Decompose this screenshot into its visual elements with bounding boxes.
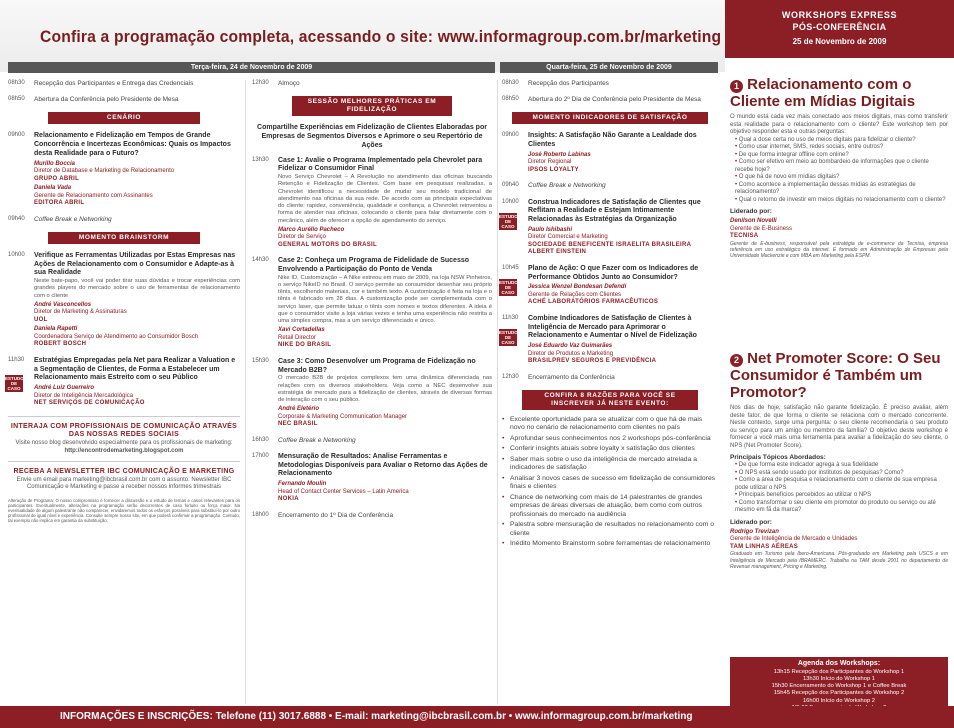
session-title: Abertura da Conferência pelo Presidente de Mesa	[34, 96, 179, 104]
session-title: Abertura do 2º Dia de Conferência pelo Presidente de Mesa	[528, 96, 701, 104]
list-item: • Como ser efetivo em meio ao bombardeio de informações que o cliente recebe hoje?	[735, 159, 948, 174]
list-item: 15h30 Encerramento do Workshop 1 e Coffee Break	[771, 683, 907, 690]
workshop-number-badge: 2	[730, 354, 743, 367]
session-title: Almoço	[278, 80, 300, 87]
session-title: Encerramento do 1º Dia de Conferência	[278, 511, 394, 519]
list-item: • Conferir insights atuais sobre loyalty x satisfação dos clientes	[502, 445, 718, 453]
list-item: • Principais benefícios percebidos ao utilizar o NPS	[735, 492, 948, 500]
workshop-2	[730, 350, 948, 570]
session-title: Coffee Break e Networking	[278, 436, 356, 444]
section-bar: MOMENTO INDICADORES DE SATISFAÇÃO	[512, 112, 708, 124]
agenda-row	[499, 264, 718, 307]
session-title: Plano de Ação: O que Fazer com os Indicadores de Performance Obtidos Junto ao Consumidor?	[528, 264, 699, 281]
list-item: • Palestra sobre mensuração de resultados no relacionamento com o cliente	[502, 521, 718, 538]
box-title: RECEBA A NEWSLETTER IBC COMUNICAÇÃO E MARKETING	[13, 468, 235, 476]
speaker-company: BRASILPREV SEGUROS E PREVIDÊNCIA	[528, 358, 657, 364]
speaker-name: Murillo Boccia	[34, 160, 76, 167]
day1-column-1	[5, 80, 240, 524]
speaker-role: Diretor de Serviço	[278, 234, 327, 241]
speaker-name: Daniela Rapetti	[34, 326, 78, 333]
workshop-description: Nos dias de hoje, satisfação não garante fidelização. É preciso avaliar, além deste fator, de que forma o cliente se relaciona com o mercado concorrente. Neste contexto, surge uma pergunta: o seu cliente recomendaria o seu produto ou serviço para um amigo ou membro da família? O objetivo deste workshop é fornecer a você mais uma ferramenta para avaliar a fidelização do seu cliente, o NPS (Net Promoter Score).	[730, 405, 948, 449]
speaker-name: Paulo Ishibashi	[528, 226, 573, 233]
time: 18h00	[252, 511, 269, 518]
agenda-row	[502, 132, 718, 174]
workshop-2-title	[730, 350, 948, 401]
speaker-role: Coordenadora Serviço de Atendimento ao Consumidor Bosch	[34, 333, 199, 340]
case-study-badge: ESTUDO DE CASO	[499, 279, 518, 295]
time: 12h30	[252, 80, 269, 86]
agenda-row	[252, 437, 492, 445]
workshop-title-text: Net Promoter Score: O Seu Consumidor é Também um Promotor?	[730, 350, 941, 401]
day2-column	[499, 80, 718, 551]
workshops-header	[725, 0, 954, 58]
leader-name: Rodrigo Trevizan	[730, 528, 779, 535]
workshops-label: WORKSHOPS EXPRESS	[781, 10, 898, 20]
speaker-company: NIKE DO BRASIL	[278, 342, 332, 349]
session-title: Case 1: Avalie o Programa Implementado pela Chevrolet para Fidelizar o Consumidor Final	[278, 156, 483, 173]
speaker-name: José Eduardo Vaz Guimarães	[528, 343, 613, 349]
workshop-description: O mundo está cada vez mais conectado aos meios digitais, mas como transferir esta realidade para o relacionamento com o cliente? Este workshop tem por objetivo responder esta e outras perguntas:	[730, 114, 948, 135]
topics-label: Principais Tópicos Abordados:	[730, 454, 826, 461]
speaker-company: NOKIA	[278, 496, 299, 503]
time: 12h30	[502, 373, 519, 380]
time: 09h40	[502, 182, 519, 189]
session-description: Neste bate-papo, você vai poder tirar suas dúvidas e trocar experiências com grandes players do mercado sobre o uso de ferramentas de relacionamento com o cliente	[34, 278, 240, 299]
speaker-company: GRUPO ABRIL	[34, 175, 80, 182]
section-bar: MOMENTO BRAINSTORM	[48, 232, 200, 244]
day1-bar: Terça-feira, 24 de Novembro de 2009	[8, 62, 495, 73]
day2-bar: Quarta-feira, 25 de Novembro de 2009	[500, 62, 718, 73]
agenda-row	[502, 182, 718, 190]
session-title: Coffee Break e Networking	[34, 215, 112, 223]
time: 11h30	[502, 314, 519, 321]
disclaimer: Alteração de Programa: O nosso compromisso é fornecer a discussão e o estudo de temas e casos relevantes para os participantes. Eventualmente, alterações na programação serão decorrentes de caso fortuito ou força maior. Na eventualidade de algum palestrante não comparecer, envidaremos todos os esforços possíveis para substituí-lo por outro profissional de igual nível e experiência. Consulte sempre nosso site, em que poderá confirmar a programação. Contudo, tal exemplo não implica em garantia da substituição.	[8, 497, 240, 524]
session-title: Verifique as Ferramentas Utilizadas por Estas Empresas nas Ações de Relacionamento com o Consumidor e Adapte-as à sua Realidade	[34, 251, 236, 277]
session-title: Insights: A Satisfação Não Garante a Lealdade dos Clientes	[528, 132, 697, 149]
workshop-1	[730, 76, 948, 259]
speaker-name: Fernando Moulin	[278, 481, 327, 488]
list-item: • Analisar 3 novos cases de sucesso em fidelização de consumidores finais e clientes	[502, 475, 718, 492]
box-text: Visite nosso blog desenvolvido especialmente para os profissionais de marketing:	[15, 440, 233, 447]
agenda-row	[499, 198, 718, 257]
speaker-company: GENERAL MOTORS DO BRASIL	[278, 241, 377, 248]
speaker-role: Gerente de Relacionamento com Assinantes	[34, 192, 153, 199]
list-item: • Chance de networking com mais de 14 palestrantes de grandes empresas de áreas diversas de atuação, bem como com outros profissionais do mercado na audiência	[502, 494, 718, 519]
agenda-title: Agenda dos Workshops:	[797, 660, 881, 667]
session-title: Mensuração de Resultados: Analise Ferramentas e Metodologias Disponíveis para Avaliar o Retorno das Ações de Relacionamento	[278, 452, 488, 478]
session-title: Encerramento da Conferência	[528, 373, 615, 381]
section-bar: CENÁRIO	[48, 112, 200, 124]
speaker-role: Diretor de Produtos e Marketing	[528, 350, 614, 357]
list-item: • Qual o retorno de investir em meios digitais no relacionamento com o cliente?	[735, 197, 948, 205]
session-title: Recepção dos Participantes e Entrega das Credenciais	[34, 80, 194, 87]
list-item: • Inédito Momento Brainstorm sobre ferramentas de relacionamento	[502, 540, 718, 548]
session-description: Nike ID, Customização – A Nike estreou em maio de 2009, na loja NSW Pinheiros, o serviço NikeID no Brasil. O serviço permite ao consumidor desenhar seu próprio tênis, escolhendo materiais, cor e também texto. A customização é feita na loja e o tênis é fabricado em 28 dias. A customização pode ser complementada com o serviço laser, que permite tatuar o tênis com nomes e textos diferentes. A ideia é que o consumidor visite a loja várias vezes e tenha uma experiência não restrita a uma simples compra, mas a um serviço diferenciado e único.	[278, 274, 492, 325]
session-description: Novo Serviço Chevrolet – A Revolução no atendimento das oficinas buscando Retenção e Fidelização de Clientes. Com base em pesquisas realizadas, a Chevrolet identificou a necessidade de mudar seu modelo tradicional de atendimento nas oficinas da sua rede. De acordo com as principais expectativas do cliente: rapidez, conveniência, qualidade e confiança, a Chevrolet reinventou a forma de atender nas oficinas, colocando o cliente para falar diretamente com o mecânico, além de oferecer a opção de agendamento do serviço.	[278, 174, 492, 224]
agenda-row	[252, 257, 492, 350]
box-title: INTERAJA COM PROFISSIONAIS DE COMUNICAÇÃO ATRAVÉS DAS NOSSAS REDES SOCIAIS	[10, 422, 238, 439]
divider	[497, 80, 498, 704]
agenda-row	[252, 157, 492, 250]
speaker-name: Daniela Vada	[34, 185, 72, 192]
session-description: O mercado B2B de projetos complexos tem uma dinâmica diferenciada nas relações com os diversos stakeholders. Veja como a NEC desenvolve sua estratégia de mercado para a fidelização de clientes, através de diversas formas de interação com o seu público.	[278, 375, 492, 404]
time: 10h45	[502, 264, 519, 271]
agenda-row	[499, 314, 718, 366]
reasons-list	[502, 416, 718, 549]
speaker-company: ACHÉ LABORATÓRIOS FARMACÊUTICOS	[528, 299, 659, 306]
newsletter-box	[8, 461, 240, 498]
leader-role: Gerente de E-Business	[730, 225, 793, 232]
agenda-row	[502, 374, 718, 382]
speaker-name: Jessica Wenzel Bondesan Defendi	[528, 284, 627, 291]
speaker-role: Head of Contact Center Services – Latin America	[278, 488, 409, 495]
speaker-company: IPSOS LOYALTY	[528, 166, 579, 173]
list-item: • Aprofundar seus conhecimentos nos 2 workshops pós-conferência	[502, 435, 718, 443]
speaker-role: Gerente de Relações com Clientes	[528, 291, 622, 298]
speaker-name: André Vasconcellos	[34, 301, 92, 308]
speaker-name: José Roberto Labinas	[528, 151, 591, 158]
list-item: • Como acontece a implementação dessas mídias às estratégias de relacionamento?	[735, 182, 948, 197]
agenda-row	[252, 358, 492, 429]
time: 08h30	[502, 80, 519, 86]
time: 15h30	[252, 357, 269, 364]
day1-column-2	[252, 80, 492, 528]
list-item: • Saber mais sobre o uso da inteligência de mercado atrelada a indicadores de satisfação	[502, 456, 718, 473]
session-title: Estratégias Empregadas pela Net para Realizar a Valuation e a Segmentação de Clientes, de Forma a Estabelecer um Relacionamento mais Estreito com o seu Público	[34, 356, 236, 382]
agenda-row	[8, 252, 240, 349]
time: 09h40	[8, 215, 25, 222]
time: 10h00	[8, 251, 25, 258]
leader-label: Liderado por:	[730, 518, 772, 526]
box-text: Envie um email para marketing@ibcbrasil.com.br com o assunto: Newsletter IBC Comunicação e Marketing e passe a receber nossos informes trimestrais	[16, 476, 232, 491]
time: 10h00	[502, 198, 519, 205]
session-title: Case 3: Como Desenvolver um Programa de Fidelização no Mercado B2B?	[278, 357, 476, 374]
workshop-title-text: Relacionamento com o Cliente em Mídias Digitais	[730, 76, 916, 110]
time: 08h30	[8, 80, 25, 86]
list-item: • De que forma este indicador agrega à sua fidelidade	[735, 462, 948, 470]
speaker-company: NEC BRASIL	[278, 421, 318, 428]
session-title: Recepção dos Participantes	[528, 80, 609, 87]
leader-company: TAM LINHAS AÉREAS	[730, 543, 799, 550]
list-item: • Como usar internet, SMS, redes sociais, entre outros?	[735, 144, 948, 152]
list-item: • Qual a dose certa no uso de meios digitais para fidelizar o cliente?	[735, 137, 948, 145]
agenda-row	[5, 356, 240, 408]
time: 09h00	[502, 132, 519, 139]
workshop-topics	[730, 137, 948, 205]
speaker-name: André Eletério	[278, 406, 320, 413]
case-study-badge: ESTUDO DE CASO	[499, 329, 518, 345]
time: 08h50	[8, 96, 25, 103]
agenda-row	[502, 96, 718, 104]
time: 13h30	[252, 156, 269, 163]
speaker-company: UOL	[34, 316, 48, 323]
time: 14h30	[252, 257, 269, 264]
agenda-row	[8, 132, 240, 207]
list-item: • Como transformar o seu cliente em promotor do produto ou serviço ou até mesmo em fã da marca?	[735, 500, 948, 515]
session-title: Relacionamento e Fidelização em Tempos de Grande Concorrência e Incertezas Econômicas: Quais os Impactos desta Realidade para o Futuro?	[34, 132, 231, 157]
list-item: 15h45 Recepção dos Participantes do Workshop 2	[773, 690, 905, 697]
time: 16h30	[252, 436, 269, 443]
section-bar: SESSÃO MELHORES PRÁTICAS EM FIDELIZAÇÃO	[292, 96, 452, 116]
time: 11h30	[8, 356, 25, 363]
footer-contact: INFORMAÇÕES E INSCRIÇÕES: Telefone (11) 3017.6888 • E-mail: marketing@ibcbrasil.com.br • www.informagroup.com.br/marketing	[0, 706, 954, 728]
list-item: • De que forma integrar offline com online?	[735, 152, 948, 160]
session-title: Construa Indicadores de Satisfação de Clientes que Reflitam a Realidade e Estejam Intimamente Relacionadas às Estratégias da Organização	[528, 198, 701, 223]
speaker-name: André Luiz Guerreiro	[34, 385, 95, 392]
reasons-title: CONFIRA 8 RAZÕES PARA VOCÊ SE INSCREVER JÁ NESTE EVENTO:	[522, 390, 698, 410]
time: 09h00	[8, 132, 25, 139]
list-item: 16h00 Início do Workshop 2	[802, 697, 876, 704]
list-item: • Excelente oportunidade para se atualizar com o que há de mais novo no cenário de relacionamento com clientes no país	[502, 416, 718, 433]
session-title: Coffee Break e Networking	[528, 182, 606, 190]
speaker-role: Diretor Comercial e Marketing	[528, 234, 608, 241]
agenda-row	[252, 453, 492, 504]
list-item: • Como a área de pesquisa e relacionamento com o cliente de sua empresa pode utilizar o NPS	[735, 477, 948, 492]
leader-name: Denilson Novelli	[730, 218, 777, 225]
list-item: • O que há de novo em mídias digitais?	[735, 174, 948, 182]
blog-link[interactable]: http://encontrodemarketing.blogspot.com	[64, 447, 184, 454]
time: 17h00	[252, 452, 269, 459]
social-box	[8, 416, 240, 462]
list-item: 13h15 Recepção dos Participantes do Workshop 1	[773, 668, 905, 675]
speaker-company: SOCIEDADE BENEFICENTE ISRAELITA BRASILEIRA ALBERT EINSTEIN	[528, 241, 692, 256]
leader-company: TECNISA	[730, 233, 759, 240]
session-title: Case 2: Conheça um Programa de Fidelidade de Sucesso Envolvendo a Participação do Ponto de Venda	[278, 257, 470, 274]
agenda-row	[252, 80, 492, 88]
case-study-badge: ESTUDO DE CASO	[5, 375, 24, 391]
speaker-company: NET SERVIÇOS DE COMUNICAÇÃO	[34, 400, 145, 407]
speaker-company: ROBERT BOSCH	[34, 341, 87, 348]
list-item: 13h30 Início do Workshop 1	[802, 675, 876, 682]
speaker-role: Corporate & Marketing Communication Manager	[278, 413, 408, 420]
speaker-name: Marco Aurélio Pacheco	[278, 226, 345, 233]
leader-bio: Graduado em Turismo pela Ibero-Americana. Pós-graduado em Marketing pela USCS e em Inteligência de Mercado pela IBRAMERC. Trabalha na TAM desde 2001 no departamento de Revenue management, Pricing e Marketing.	[730, 551, 948, 570]
speaker-name: Xavi Cortadellas	[278, 327, 325, 334]
time: 08h50	[502, 96, 519, 103]
workshops-agenda	[730, 657, 948, 706]
case-study-badge: ESTUDO DE CASO	[499, 213, 518, 229]
leader-bio: Gerente de E-business, responsável pela estratégia de e-commerce da Tecnisa, empresa referência em uso estratégico da internet. É formado em Administração de Empresas pela Universidade Mackenzie e com MBA em Marketing pela ESPM.	[730, 240, 948, 260]
session-title: Combine Indicadores de Satisfação de Clientes à Inteligência de Mercado para Aprimorar o Relacionamento e Aumentar o Nível de Fidelização	[528, 314, 697, 340]
workshop-1-title	[730, 76, 948, 110]
agenda-row	[8, 216, 240, 224]
list-item: • O NPS está sendo usado por institutos de pesquisas? Como?	[735, 470, 948, 478]
speaker-role: Retail Director	[278, 334, 317, 341]
section-subtitle: Compartilhe Experiências em Fidelização de Clientes Elaboradas por Empresas de Segmentos Diversos e Aprimore o seu Repertório de Ações	[257, 124, 487, 149]
workshop-number-badge: 1	[730, 80, 743, 93]
page-title: Confira a programação completa, acessando o site: www.informagroup.com.br/marketing	[40, 27, 722, 46]
speaker-role: Diretor de Database e Marketing de Relacionamento	[34, 168, 175, 175]
agenda-row	[252, 512, 492, 520]
divider	[245, 80, 246, 704]
agenda-row	[8, 96, 240, 104]
leader-label: Liderado por:	[730, 208, 772, 215]
speaker-role: Diretor de Inteligência Mercadológica	[34, 392, 134, 399]
workshop-topics	[730, 462, 948, 515]
workshops-date: 25 de Novembro de 2009	[792, 36, 887, 46]
agenda-row	[502, 80, 718, 88]
speaker-role: Diretor Regional	[528, 159, 572, 166]
speaker-company: EDITORA ABRIL	[34, 200, 85, 207]
agenda-row	[8, 80, 240, 88]
leader-role: Gerente de Inteligência de Mercado e Unidades	[730, 536, 858, 543]
workshops-sublabel: PÓS-CONFERÊNCIA	[792, 22, 887, 33]
speaker-role: Diretor de Marketing & Assinaturas	[34, 309, 127, 316]
